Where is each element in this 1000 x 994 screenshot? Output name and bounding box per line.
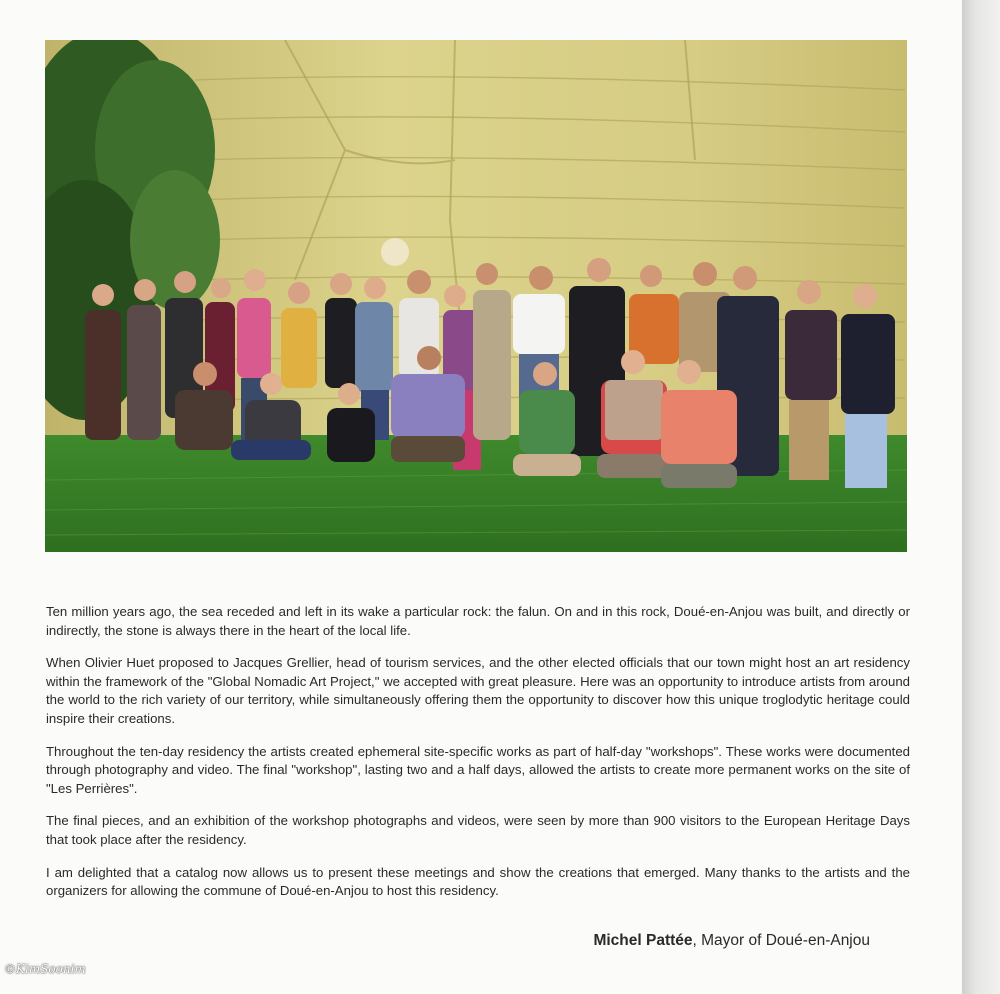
paragraph-4: The final pieces, and an exhibition of the workshop photographs and videos, were seen by more than 900 visitors to the European Heritage Days that took place after the residency. [46,813,910,847]
paragraph-2: When Olivier Huet proposed to Jacques Grellier, head of tourism services, and the other elected officials that our town might host an art residency within the framework of the "Global Nomadic Art Project," we accepted with great pleasure. Here was an opportunity to introduce artists from around the world to the rich variety of our territory, while simultaneously offering them the opportunity to discover how this unique troglodytic heritage could inspire their creations. [46,655,910,726]
signature-name: Michel Pattée [593,932,693,949]
page-gutter [962,0,1000,994]
group-photo [45,40,907,552]
paragraph-3: Throughout the ten-day residency the artists created ephemeral site-specific works as part of half-day "workshops". These works were documented through photography and video. The final "workshop", lasting two and a half days, allowed the artists to create more permanent works on the site of "Les Perrières". [46,743,910,796]
signature-title: , Mayor of Doué-en-Anjou [692,932,870,949]
copyright-watermark: ©KimSoonim [4,962,86,976]
signature [593,932,870,950]
paragraph-1: Ten million years ago, the sea receded and left in its wake a particular rock: the falun. On and in this rock, Doué-en-Anjou was built, and directly or indirectly, the stone is always there in the heart of the local life. [46,604,910,638]
foreword-text [46,603,910,915]
paragraph-5: I am delighted that a catalog now allows us to present these meetings and show the creations that emerged. Many thanks to the artists and the organizers for allowing the commune of Doué-en-Anjou to host this residency. [46,864,910,899]
